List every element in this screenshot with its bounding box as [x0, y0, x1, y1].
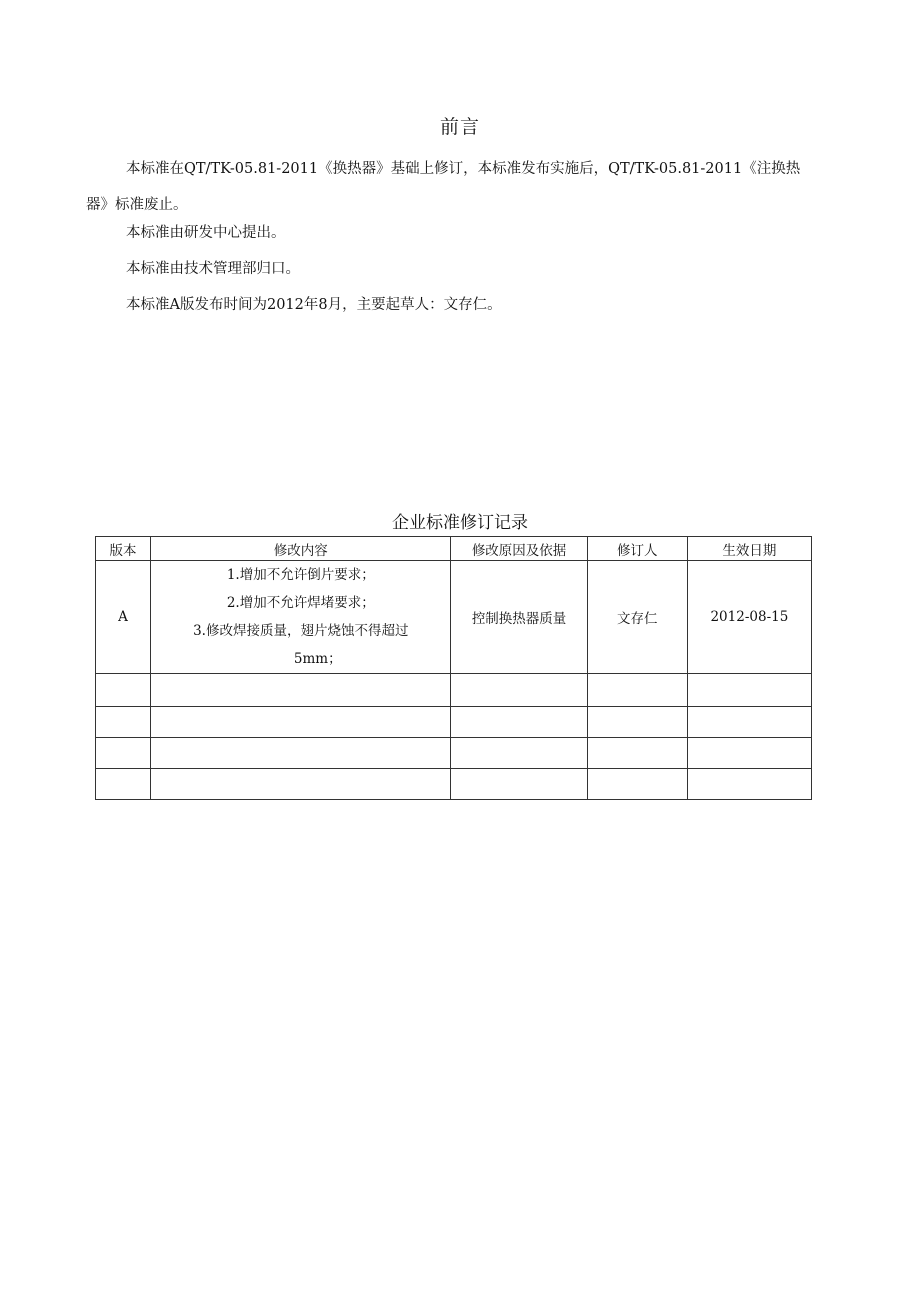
paragraph-basis: 本标准在QT/TK-05.81-2011《换热器》基础上修订，本标准发布实施后，QT/TK-05.81-2011《注换热器》标准废止。 [86, 161, 801, 213]
paragraph-proposer: 本标准由研发中心提出。 [126, 225, 286, 241]
cell-date: 2012-08-15 [687, 561, 811, 674]
revision-table [95, 536, 812, 800]
empty-cell [151, 707, 451, 738]
table-row-empty [96, 707, 812, 738]
empty-cell [687, 769, 811, 800]
empty-cell [451, 738, 587, 769]
empty-cell [96, 738, 151, 769]
empty-cell [151, 769, 451, 800]
paragraph-release-info: 本标准A版发布时间为2012年8月，主要起草人：文存仁。 [126, 297, 502, 313]
header-person: 修订人 [587, 537, 687, 561]
content-item: 3.修改焊接质量，翅片烧蚀不得超过 [193, 623, 409, 639]
empty-cell [96, 674, 151, 707]
table-row-empty [96, 738, 812, 769]
empty-cell [96, 707, 151, 738]
paragraph-administrator: 本标准由技术管理部归口。 [126, 261, 300, 277]
content-item: 1.增加不允许倒片要求； [226, 567, 375, 583]
content-item: 2.增加不允许焊堵要求； [226, 595, 375, 611]
empty-cell [451, 674, 587, 707]
empty-cell [587, 738, 687, 769]
empty-cell [587, 769, 687, 800]
table-row-empty [96, 769, 812, 800]
empty-cell [687, 707, 811, 738]
empty-cell [451, 769, 587, 800]
empty-cell [151, 738, 451, 769]
cell-person: 文存仁 [587, 561, 687, 674]
cell-content [151, 561, 451, 674]
table-header-row [96, 537, 812, 561]
table-row [96, 561, 812, 674]
header-content: 修改内容 [151, 537, 451, 561]
content-item-continuation: 5mm； [293, 651, 342, 667]
empty-cell [587, 674, 687, 707]
cell-reason: 控制换热器质量 [451, 561, 587, 674]
empty-cell [96, 769, 151, 800]
empty-cell [451, 707, 587, 738]
empty-cell [587, 707, 687, 738]
page-title: 前言 [439, 116, 480, 138]
header-version: 版本 [96, 537, 151, 561]
table-row-empty [96, 674, 812, 707]
revision-table-title: 企业标准修订记录 [392, 513, 528, 533]
header-date: 生效日期 [687, 537, 811, 561]
empty-cell [687, 738, 811, 769]
empty-cell [687, 674, 811, 707]
header-reason: 修改原因及依据 [451, 537, 587, 561]
cell-version: A [96, 561, 151, 674]
empty-cell [151, 674, 451, 707]
